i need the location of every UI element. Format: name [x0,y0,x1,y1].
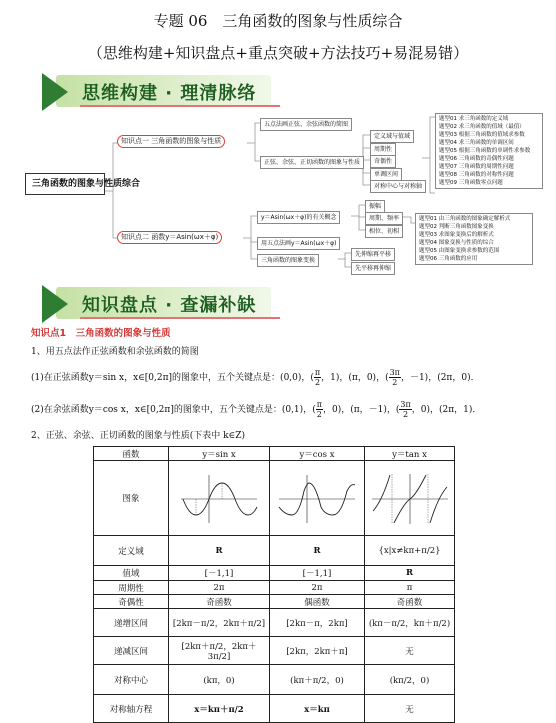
list-item: 题型07 三角函数的周期性问题 [439,164,514,170]
tan-graph-svg [370,471,450,526]
table-cell: x＝kπ [270,695,365,723]
table-cell: R [270,536,365,566]
table-row [94,609,455,637]
table-cell: 周期性 [94,581,169,595]
table-cell: [－1,1] [270,566,365,581]
mindmap-b2-sub1: y＝Asin(ωx＋φ)的有关概念 [257,211,340,224]
table-cell: 偶函数 [270,595,365,609]
table-header: y＝cos x [270,447,365,461]
tan-graph [365,461,455,536]
mindmap [25,113,540,278]
paragraph-3: (2)在余弦函数y＝cos x，x∈[0,2π]的图象中，五个关键点是：(0,1)，( $\frac{\pi}{2}$ ，0)，(π，－1)，( $\frac{3\pi}{2}$ ，0)，(2π，1)． [31,400,482,419]
fraction: $\frac{\pi}{2}$ [316,400,322,419]
list-item: 题型02 判断三角函数图象变换 [419,224,494,230]
banner-mindmap-text: 思维构建 · 理清脉络 [82,83,257,104]
table-cell: 对称轴方程 [94,695,169,723]
section-heading: 知识点1 三角函数的图象与性质 [31,328,171,339]
mindmap-prop: 奇偶性 [370,155,396,168]
table-cell: [2kπ，2kπ＋π] [270,637,365,665]
mindmap-branch-2: 知识点二 函数y＝Asin(ωx＋φ) [117,231,222,244]
list-item: 题型06 三角函数的应用 [419,256,478,262]
paragraph-2: (1)在正弦函数y＝sin x，x∈[0,2π]的图象中，五个关键点是：(0,0)，( $\frac{\pi}{2}$ ，1)，(π，0)，( $\frac{3\pi}{2}$ ，－1)，(2π，0)． [31,368,480,387]
table-cell: (kπ，0) [169,665,270,695]
list-item: 题型01 求三角函数的定义域 [439,116,509,122]
list-item: 题型04 图象变换与性质的综合 [419,240,494,246]
table-cell: 递减区间 [94,637,169,665]
table-row [94,581,455,595]
sin-graph-svg [179,471,259,526]
mindmap-b2-item: 相位、初相 [365,225,403,238]
table-cell: [2kπ－π，2kπ] [270,609,365,637]
list-item: 题型02 求三角函数的值域（最值） [439,124,525,130]
table-cell: 2π [270,581,365,595]
mindmap-b2-sub3: 三角函数的图象变换 [257,254,319,267]
list-item: 题型06 三角函数的奇偶性问题 [439,156,514,162]
mindmap-root: 三角函数的图象与性质综合 [25,173,105,195]
mindmap-list-2 [415,213,533,265]
list-item: 题型04 求三角函数的单调区间 [439,140,514,146]
table-cell: [2kπ＋π/2，2kπ＋3π/2] [169,637,270,665]
fraction: $\frac{3\pi}{2}$ [389,368,400,387]
fraction: $\frac{3\pi}{2}$ [400,400,411,419]
table-cell: π [365,581,455,595]
table-header-row [94,447,455,461]
banner-mindmap [42,73,277,111]
table-cell: (kπ/2，0) [365,665,455,695]
table-cell: 奇函数 [365,595,455,609]
cos-graph [270,461,365,536]
list-item: 题型01 由三角函数的图象确定解析式 [419,216,511,222]
table-row [94,637,455,665]
table-cell: 值域 [94,566,169,581]
list-item: 题型09 三角函数零点问题 [439,180,503,186]
mindmap-prop: 定义域与值域 [370,130,414,143]
page-title: 专题 06 三角函数的图象与性质综合 [153,12,403,30]
mindmap-b2-sub2: 用五点法画y＝Asin(ωx＋φ) [257,237,340,250]
table-header: y＝tan x [365,447,455,461]
mindmap-prop: 周期性 [370,143,396,156]
list-item: 题型03 根据三角函数的值域求参数 [439,132,525,138]
table-cell: 无 [365,637,455,665]
mindmap-b1-sub1: 五点法画正弦、余弦函数的简图 [260,118,352,131]
cos-graph-svg [277,471,357,526]
paragraph-1: 1、用五点法作正弦函数和余弦函数的简图 [31,347,199,357]
table-cell: 奇函数 [169,595,270,609]
properties-table [93,446,455,723]
paragraph-4: 2、正弦、余弦、正切函数的图象与性质(下表中 k∈Z) [31,431,245,441]
mindmap-prop: 对称中心与对称轴 [370,180,426,193]
mindmap-b2-sub3-item: 先平移再伸缩 [351,262,395,275]
page-subtitle: （思维构建+知识盘点+重点突破+方法技巧+易混易错） [87,44,469,62]
table-cell: x＝kπ＋π/2 [169,695,270,723]
table-row [94,665,455,695]
list-item: 题型08 三角函数的对称性问题 [439,172,514,178]
mindmap-prop: 单调区间 [370,168,402,181]
table-cell: [－1,1] [169,566,270,581]
list-item: 题型05 根据三角函数的单调性求参数 [439,148,531,154]
table-cell: R [365,566,455,581]
mindmap-b2-item: 周期、频率 [365,212,403,225]
list-item: 题型05 由图象变换求参数的范围 [419,248,500,254]
table-cell: (kπ＋π/2，0) [270,665,365,695]
banner-knowledge-text: 知识盘点 · 查漏补缺 [82,295,257,316]
table-row [94,461,455,536]
mindmap-list-1 [435,113,543,189]
sin-graph [169,461,270,536]
mindmap-b1-sub2: 正弦、余弦、正切函数的图象与性质 [260,156,364,169]
table-cell: [2kπ－π/2，2kπ＋π/2] [169,609,270,637]
table-cell: 对称中心 [94,665,169,695]
table-cell: 图象 [94,461,169,536]
banner-knowledge [42,285,277,323]
fraction: $\frac{\pi}{2}$ [314,368,321,387]
table-row [94,536,455,566]
table-cell: 2π [169,581,270,595]
table-row [94,566,455,581]
table-header: 函数 [94,447,169,461]
mindmap-b2-item: 振幅 [365,200,385,213]
table-cell: R [169,536,270,566]
mindmap-branch-1: 知识点一 三角函数的图象与性质 [117,135,225,148]
table-cell: (kπ－π/2，kπ＋π/2) [365,609,455,637]
table-cell: 奇偶性 [94,595,169,609]
table-cell: 无 [365,695,455,723]
table-cell: 递增区间 [94,609,169,637]
mindmap-b2-sub3-item: 先伸缩再平移 [351,248,395,261]
table-cell: {x|x≠kπ+π/2} [365,536,455,566]
list-item: 题型03 求图象变换后的解析式 [419,232,494,238]
table-cell: 定义域 [94,536,169,566]
table-row [94,595,455,609]
table-header: y＝sin x [169,447,270,461]
